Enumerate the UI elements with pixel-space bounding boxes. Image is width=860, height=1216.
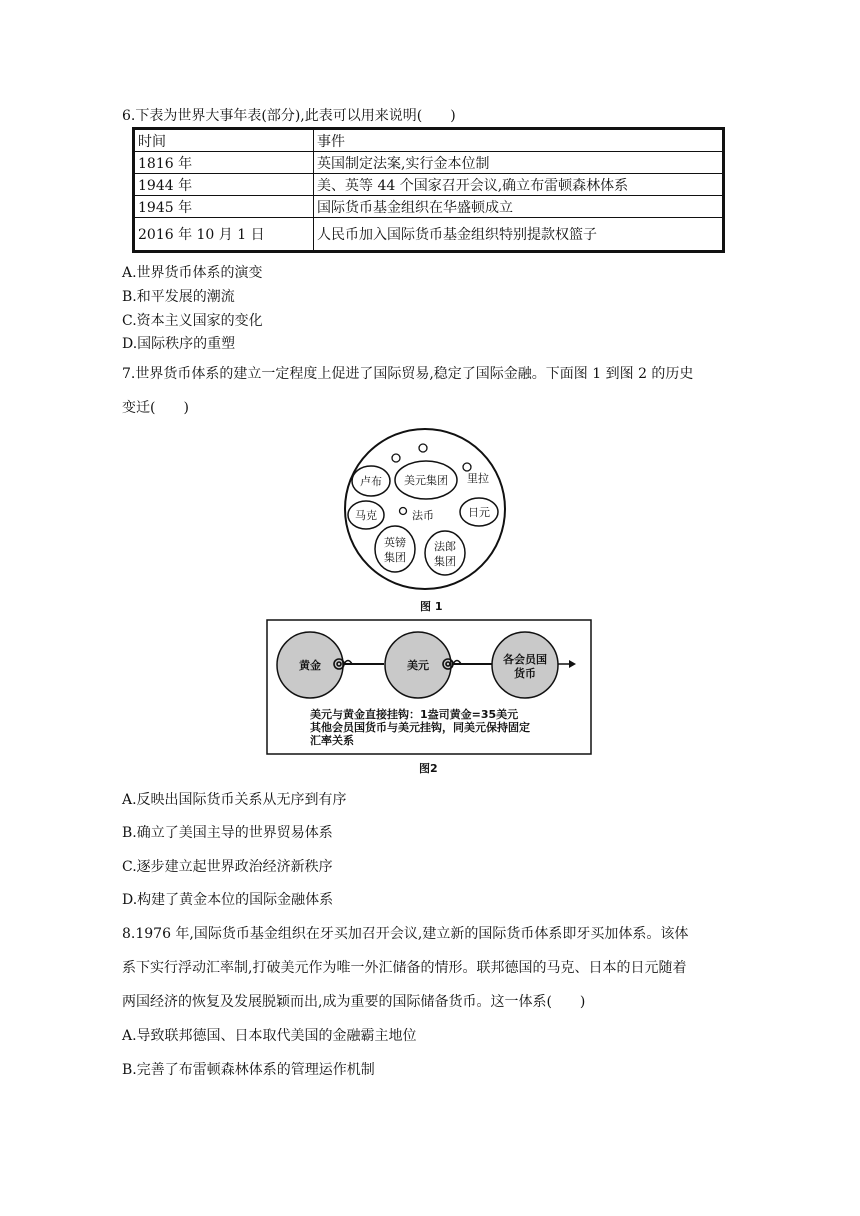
table-row: [134, 174, 724, 196]
table-cell-event: 国际货币基金组织在华盛顿成立: [314, 196, 724, 218]
lubu-label: 卢布: [360, 475, 382, 488]
figure-1-caption: 图 1: [420, 600, 443, 613]
table-cell-time: 2016 年 10 月 1 日: [134, 218, 314, 252]
q6-option-b: B.和平发展的潮流: [122, 289, 235, 305]
figure-2-caption: 图2: [419, 762, 438, 775]
q8-stem-line2: 系下实行浮动汇率制,打破美元作为唯一外汇储备的情形。联邦德国的马克、日本的日元随着: [122, 960, 687, 976]
yingbang-bubble: [375, 526, 415, 572]
lila-label: 里拉: [467, 472, 489, 485]
table-row: [134, 196, 724, 218]
yingbang-label-2: 集团: [384, 551, 406, 564]
fig2-note-line1: 美元与黄金直接挂钩：1盎司黄金=35美元: [310, 708, 519, 721]
table-cell-time: 1945 年: [134, 196, 314, 218]
table-header-time: 时间: [134, 129, 314, 152]
small-dot: [463, 463, 471, 471]
q7-stem-line2: 变迁( ): [122, 400, 189, 416]
riyuan-label: 日元: [468, 506, 490, 519]
table-cell-time: 1816 年: [134, 152, 314, 174]
table-cell-time: 1944 年: [134, 174, 314, 196]
q7-option-a: A.反映出国际货币关系从无序到有序: [122, 792, 347, 808]
falang-bubble: [425, 531, 465, 575]
member-label-2: 货币: [514, 667, 536, 680]
small-dot: [419, 444, 427, 452]
q8-stem-line3: 两国经济的恢复及发展脱颖而出,成为重要的国际储备货币。这一体系( ): [122, 994, 586, 1010]
table-cell-event: 人民币加入国际货币基金组织特别提款权篮子: [314, 218, 724, 252]
q8-stem-line1: 8.1976 年,国际货币基金组织在牙买加召开会议,建立新的国际货币体系即牙买加体系。该体: [122, 926, 689, 942]
q7-option-c: C.逐步建立起世界政治经济新秩序: [122, 859, 333, 875]
q6-stem: 6.下表为世界大事年表(部分),此表可以用来说明( ): [122, 108, 456, 124]
table-row: [134, 218, 724, 252]
q6-option-d: D.国际秩序的重塑: [122, 336, 236, 352]
yingbang-label-1: 英镑: [384, 536, 406, 549]
small-dot: [392, 454, 400, 462]
falang-label-2: 集团: [434, 555, 456, 568]
table-cell-event: 美、英等 44 个国家召开会议,确立布雷顿森林体系: [314, 174, 724, 196]
figure-1-currency-blocs: [335, 425, 515, 595]
q7-option-d: D.构建了黄金本位的国际金融体系: [122, 892, 334, 908]
table-cell-event: 英国制定法案,实行金本位制: [314, 152, 724, 174]
small-dot: [400, 508, 407, 515]
q7-option-b: B.确立了美国主导的世界贸易体系: [122, 825, 333, 841]
gold-label: 黄金: [299, 659, 321, 672]
fabi-label: 法币: [412, 509, 434, 522]
figure-2-bretton-woods: [266, 619, 593, 756]
q8-option-b: B.完善了布雷顿森林体系的管理运作机制: [122, 1062, 375, 1078]
falang-label-1: 法郎: [434, 540, 456, 553]
make-label: 马克: [355, 509, 377, 522]
table-row: [134, 152, 724, 174]
q6-option-a: A.世界货币体系的演变: [122, 265, 263, 281]
fig2-note-line2: 其他会员国货币与美元挂钩，同美元保持固定: [310, 721, 530, 734]
member-label-1: 各会员国: [503, 653, 547, 666]
meiyuan-label: 美元集团: [404, 474, 448, 487]
dollar-label: 美元: [407, 659, 429, 672]
table-header-row: [134, 129, 724, 152]
table-header-event: 事件: [314, 129, 724, 152]
q8-option-a: A.导致联邦德国、日本取代美国的金融霸主地位: [122, 1028, 417, 1044]
events-table: [132, 127, 725, 253]
q6-option-c: C.资本主义国家的变化: [122, 313, 263, 329]
q7-stem-line1: 7.世界货币体系的建立一定程度上促进了国际贸易,稳定了国际金融。下面图 1 到图 2 的历史: [122, 366, 694, 382]
fig2-note-line3: 汇率关系: [310, 734, 354, 747]
